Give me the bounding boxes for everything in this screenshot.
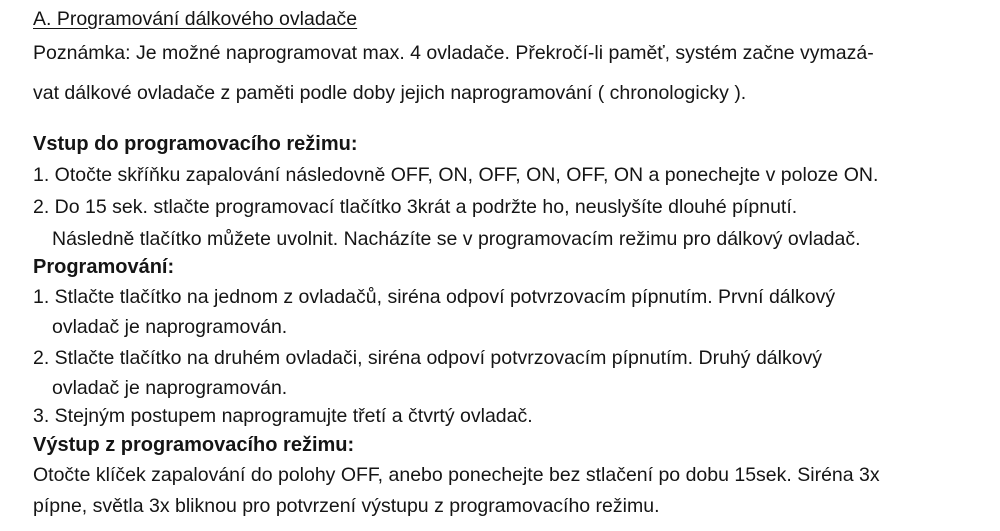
exit-heading: Výstup z programovacího režimu:	[33, 434, 355, 456]
note-line-2: vat dálkové ovladače z paměti podle doby jejich naprogramování ( chronologicky ).	[33, 82, 747, 104]
programming-step-1-line-2: ovladač je naprogramován.	[52, 316, 288, 338]
programming-step-1-line-1: 1. Stlačte tlačítko na jednom z ovladačů, siréna odpoví potvrzovacím pípnutím. První dálkový	[33, 286, 836, 308]
note-line-1: Poznámka: Je možné naprogramovat max. 4 ovladače. Překročí-li paměť, systém začne vymazá-	[33, 42, 874, 64]
entry-heading: Vstup do programovacího režimu:	[33, 133, 358, 155]
exit-line-1: Otočte klíček zapalování do polohy OFF, anebo ponechejte bez stlačení po dobu 15sek. Siréna 3x	[33, 464, 880, 486]
exit-line-2: pípne, světla 3x bliknou pro potvrzení výstupu z programovacího režimu.	[33, 495, 660, 517]
programming-step-3: 3. Stejným postupem naprogramujte třetí a čtvrtý ovladač.	[33, 405, 533, 427]
programming-step-2-line-2: ovladač je naprogramován.	[52, 377, 288, 399]
document-title: A. Programování dálkového ovladače	[33, 8, 358, 30]
entry-step-2-line-2: Následně tlačítko můžete uvolnit. Nacházíte se v programovacím režimu pro dálkový ovladač.	[52, 228, 861, 250]
programming-heading: Programování:	[33, 256, 175, 278]
entry-step-1: 1. Otočte skříňku zapalování následovně OFF, ON, OFF, ON, OFF, ON a ponechejte v poloze ON.	[33, 164, 879, 186]
programming-step-2-line-1: 2. Stlačte tlačítko na druhém ovladači, siréna odpoví potvrzovacím pípnutím. Druhý dálkový	[33, 347, 823, 369]
entry-step-2-line-1: 2. Do 15 sek. stlačte programovací tlačítko 3krát a podržte ho, neuslyšíte dlouhé pípnutí.	[33, 196, 798, 218]
